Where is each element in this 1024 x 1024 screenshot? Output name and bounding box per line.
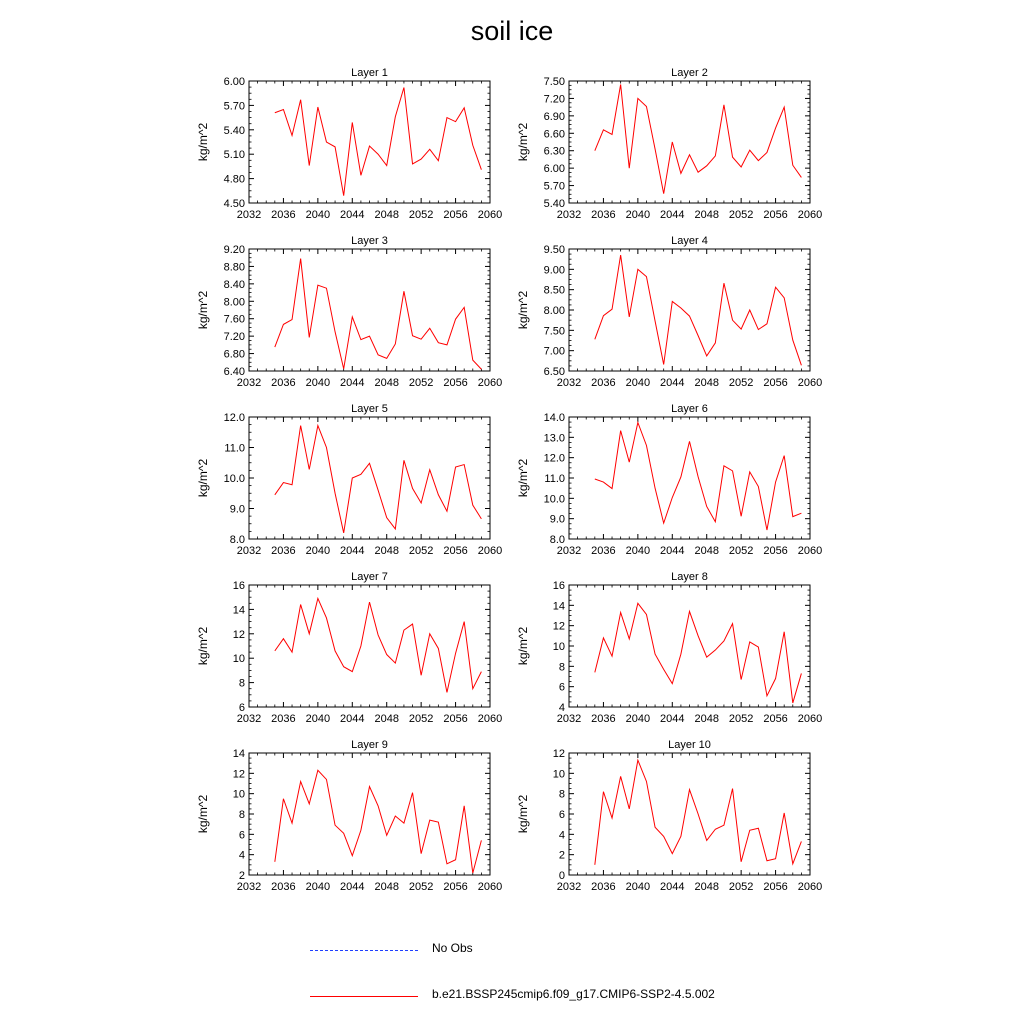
- y-tick-label: 14.0: [543, 412, 565, 424]
- panel-3: [196, 235, 502, 389]
- y-tick-label: 4.80: [223, 173, 245, 186]
- y-tick-label: 12.0: [223, 412, 245, 424]
- x-tick-label: 2060: [797, 713, 823, 725]
- x-tick-label: 2052: [728, 881, 754, 893]
- panel-9: [196, 739, 502, 893]
- panel-title: Layer 3: [351, 235, 388, 247]
- panel-title: Layer 9: [351, 739, 388, 751]
- x-tick-label: 2040: [625, 881, 651, 893]
- series-line: [595, 760, 802, 865]
- panel-title: Layer 8: [671, 571, 708, 583]
- y-tick-label: 14: [232, 748, 245, 760]
- y-tick-label: 5.40: [223, 124, 245, 137]
- x-tick-label: 2040: [305, 713, 331, 725]
- y-axis-label: kg/m^2: [196, 458, 210, 498]
- x-tick-label: 2036: [271, 713, 296, 725]
- x-tick-label: 2044: [340, 881, 365, 893]
- x-tick-label: 2044: [660, 377, 685, 389]
- x-tick-label: 2052: [408, 209, 434, 221]
- y-tick-label: 8.40: [223, 278, 245, 291]
- y-tick-label: 16: [552, 580, 565, 592]
- x-tick-label: 2048: [374, 881, 399, 893]
- plot-frame: [569, 417, 810, 539]
- panel-8: [516, 571, 822, 725]
- y-tick-label: 6: [558, 681, 565, 694]
- panel-4: [516, 235, 822, 389]
- y-tick-label: 0: [558, 870, 565, 882]
- y-tick-label: 8.80: [223, 261, 245, 274]
- y-tick-label: 6.50: [543, 366, 565, 378]
- x-tick-label: 2040: [305, 881, 331, 893]
- y-tick-label: 8.00: [543, 305, 565, 317]
- x-tick-label: 2056: [443, 545, 468, 557]
- y-tick-label: 6.40: [223, 366, 245, 378]
- x-tick-label: 2060: [797, 881, 823, 893]
- x-tick-label: 2056: [763, 209, 788, 221]
- y-tick-label: 9.00: [543, 264, 565, 277]
- x-tick-label: 2052: [408, 545, 434, 557]
- x-tick-label: 2036: [591, 713, 616, 725]
- x-tick-label: 2060: [797, 209, 823, 221]
- y-tick-label: 8.0: [549, 534, 565, 546]
- y-tick-label: 4.50: [223, 198, 245, 210]
- x-tick-label: 2044: [340, 209, 365, 221]
- x-tick-label: 2032: [556, 545, 582, 557]
- y-tick-label: 8: [238, 677, 245, 690]
- y-tick-label: 7.50: [543, 325, 565, 338]
- x-tick-label: 2056: [763, 713, 788, 725]
- x-tick-label: 2052: [408, 713, 434, 725]
- x-tick-label: 2060: [477, 209, 503, 221]
- x-tick-label: 2048: [374, 713, 399, 725]
- y-tick-label: 6: [238, 829, 245, 842]
- panel-title: Layer 10: [668, 739, 711, 751]
- y-tick-label: 12: [232, 768, 245, 781]
- y-axis-label: kg/m^2: [516, 290, 530, 330]
- x-tick-label: 2060: [477, 377, 503, 389]
- y-tick-label: 8.0: [229, 534, 245, 546]
- series-line: [275, 426, 482, 533]
- x-tick-label: 2060: [477, 713, 503, 725]
- x-tick-label: 2032: [236, 881, 262, 893]
- legend-label: b.e21.BSSP245cmip6.f09_g17.CMIP6-SSP2-4.5.002: [432, 987, 715, 1001]
- plot-frame: [569, 81, 810, 203]
- x-tick-label: 2036: [271, 545, 296, 557]
- x-tick-label: 2032: [236, 713, 262, 725]
- x-tick-label: 2056: [443, 209, 468, 221]
- y-tick-label: 9.50: [543, 244, 565, 256]
- x-tick-label: 2052: [728, 545, 754, 557]
- y-tick-label: 10: [552, 641, 565, 653]
- panel-10: [516, 739, 822, 893]
- legend-label: No Obs: [432, 941, 473, 955]
- series-line: [275, 770, 482, 873]
- y-tick-label: 8.50: [543, 284, 565, 297]
- y-tick-label: 6.90: [543, 110, 565, 123]
- x-tick-label: 2052: [728, 713, 754, 725]
- legend-swatch-dashed: [310, 950, 418, 951]
- plot-frame: [569, 249, 810, 371]
- plot-frame: [249, 249, 490, 371]
- x-tick-label: 2044: [660, 545, 685, 557]
- y-tick-label: 6: [558, 809, 565, 821]
- x-tick-label: 2060: [477, 545, 503, 557]
- panel-title: Layer 1: [351, 67, 388, 79]
- x-tick-label: 2032: [236, 545, 262, 557]
- y-tick-label: 11.0: [544, 473, 565, 485]
- y-tick-label: 10.0: [223, 473, 245, 485]
- panel-title: Layer 4: [671, 235, 708, 247]
- x-tick-label: 2048: [694, 713, 719, 725]
- x-tick-label: 2056: [443, 377, 468, 389]
- y-tick-label: 13.0: [543, 432, 565, 445]
- x-tick-label: 2060: [797, 377, 823, 389]
- series-line: [595, 603, 802, 703]
- y-tick-label: 4: [558, 702, 565, 714]
- y-tick-label: 5.70: [223, 100, 245, 113]
- x-tick-label: 2048: [694, 881, 719, 893]
- x-tick-label: 2040: [625, 545, 651, 557]
- y-tick-label: 5.40: [543, 198, 565, 210]
- x-tick-label: 2032: [556, 713, 582, 725]
- y-axis-label: kg/m^2: [516, 122, 530, 162]
- y-tick-label: 12.0: [543, 452, 565, 465]
- y-tick-label: 9.20: [223, 244, 245, 256]
- series-line: [595, 84, 802, 193]
- y-axis-label: kg/m^2: [196, 794, 210, 834]
- chart-main-title: soil ice: [470, 16, 554, 46]
- series-line: [275, 88, 482, 196]
- panel-title: Layer 7: [351, 571, 388, 583]
- y-tick-label: 12: [232, 628, 245, 641]
- y-tick-label: 7.20: [543, 93, 565, 106]
- x-tick-label: 2040: [305, 545, 331, 557]
- x-tick-label: 2048: [694, 545, 719, 557]
- y-tick-label: 7.60: [223, 313, 245, 326]
- series-line: [595, 422, 802, 530]
- series-line: [275, 259, 482, 370]
- y-tick-label: 4: [558, 829, 565, 842]
- x-tick-label: 2052: [408, 377, 434, 389]
- panel-title: Layer 2: [671, 67, 708, 79]
- x-tick-label: 2048: [694, 377, 719, 389]
- x-tick-label: 2040: [305, 209, 331, 221]
- x-tick-label: 2060: [797, 545, 823, 557]
- y-tick-label: 10: [232, 653, 245, 666]
- panel-1: [196, 67, 502, 221]
- y-tick-label: 8: [558, 661, 565, 674]
- x-tick-label: 2036: [591, 377, 616, 389]
- y-tick-label: 12: [552, 620, 565, 633]
- y-axis-label: kg/m^2: [196, 122, 210, 162]
- y-axis-label: kg/m^2: [196, 290, 210, 330]
- y-tick-label: 7.50: [543, 76, 565, 88]
- x-tick-label: 2048: [374, 545, 399, 557]
- plot-frame: [569, 585, 810, 707]
- y-tick-label: 11.0: [224, 442, 245, 455]
- x-tick-label: 2056: [763, 377, 788, 389]
- panel-2: [516, 67, 822, 221]
- x-tick-label: 2048: [374, 209, 399, 221]
- x-tick-label: 2036: [271, 881, 296, 893]
- x-tick-label: 2056: [443, 713, 468, 725]
- y-tick-label: 8.00: [223, 296, 245, 309]
- y-axis-label: kg/m^2: [516, 794, 530, 834]
- panel-title: Layer 5: [351, 403, 388, 415]
- y-tick-label: 8: [238, 809, 245, 821]
- series-line: [595, 255, 802, 365]
- y-tick-label: 9.0: [229, 503, 245, 516]
- y-tick-label: 6.00: [543, 163, 565, 176]
- x-tick-label: 2056: [763, 881, 788, 893]
- x-tick-label: 2040: [625, 377, 651, 389]
- x-tick-label: 2032: [556, 209, 582, 221]
- panel-6: [516, 403, 822, 557]
- x-tick-label: 2044: [340, 545, 365, 557]
- y-tick-label: 5.10: [223, 149, 245, 162]
- x-tick-label: 2040: [625, 713, 651, 725]
- y-tick-label: 10: [232, 788, 245, 801]
- x-tick-label: 2044: [340, 713, 365, 725]
- y-axis-label: kg/m^2: [196, 626, 210, 666]
- y-tick-label: 5.70: [543, 180, 565, 193]
- x-tick-label: 2044: [660, 209, 685, 221]
- x-tick-label: 2060: [477, 881, 503, 893]
- y-tick-label: 7.00: [543, 345, 565, 358]
- y-tick-label: 6.00: [223, 76, 245, 88]
- x-tick-label: 2044: [660, 713, 685, 725]
- x-tick-label: 2044: [340, 377, 365, 389]
- y-tick-label: 8: [558, 788, 565, 801]
- legend-swatch-solid: [310, 996, 418, 997]
- y-tick-label: 6.30: [543, 145, 565, 158]
- x-tick-label: 2032: [556, 377, 582, 389]
- x-tick-label: 2056: [443, 881, 468, 893]
- y-tick-label: 12: [552, 748, 565, 760]
- plot-frame: [249, 753, 490, 875]
- x-tick-label: 2036: [271, 209, 296, 221]
- x-tick-label: 2056: [763, 545, 788, 557]
- y-tick-label: 16: [232, 580, 245, 592]
- x-tick-label: 2044: [660, 881, 685, 893]
- x-tick-label: 2040: [625, 209, 651, 221]
- x-tick-label: 2052: [728, 377, 754, 389]
- y-axis-label: kg/m^2: [516, 626, 530, 666]
- y-tick-label: 9.0: [549, 513, 565, 526]
- x-tick-label: 2040: [305, 377, 331, 389]
- y-tick-label: 7.20: [223, 331, 245, 344]
- plot-frame: [569, 753, 810, 875]
- x-tick-label: 2036: [591, 881, 616, 893]
- y-tick-label: 14: [232, 604, 245, 617]
- y-tick-label: 10: [552, 768, 565, 781]
- x-tick-label: 2052: [408, 881, 434, 893]
- y-tick-label: 14: [552, 600, 565, 613]
- x-tick-label: 2036: [591, 209, 616, 221]
- plot-frame: [249, 81, 490, 203]
- series-line: [275, 598, 482, 692]
- x-tick-label: 2032: [236, 377, 262, 389]
- x-tick-label: 2036: [591, 545, 616, 557]
- x-tick-label: 2048: [374, 377, 399, 389]
- y-tick-label: 6.60: [543, 128, 565, 141]
- x-tick-label: 2036: [271, 377, 296, 389]
- panel-7: [196, 571, 502, 725]
- panel-title: Layer 6: [671, 403, 708, 415]
- y-axis-label: kg/m^2: [516, 458, 530, 498]
- y-tick-label: 4: [238, 849, 245, 862]
- y-tick-label: 2: [558, 849, 565, 862]
- y-tick-label: 10.0: [543, 493, 565, 506]
- panel-5: [196, 403, 502, 557]
- x-tick-label: 2052: [728, 209, 754, 221]
- y-tick-label: 6.80: [223, 348, 245, 361]
- x-tick-label: 2032: [556, 881, 582, 893]
- y-tick-label: 6: [238, 702, 245, 714]
- y-tick-label: 2: [238, 870, 245, 882]
- x-tick-label: 2032: [236, 209, 262, 221]
- x-tick-label: 2048: [694, 209, 719, 221]
